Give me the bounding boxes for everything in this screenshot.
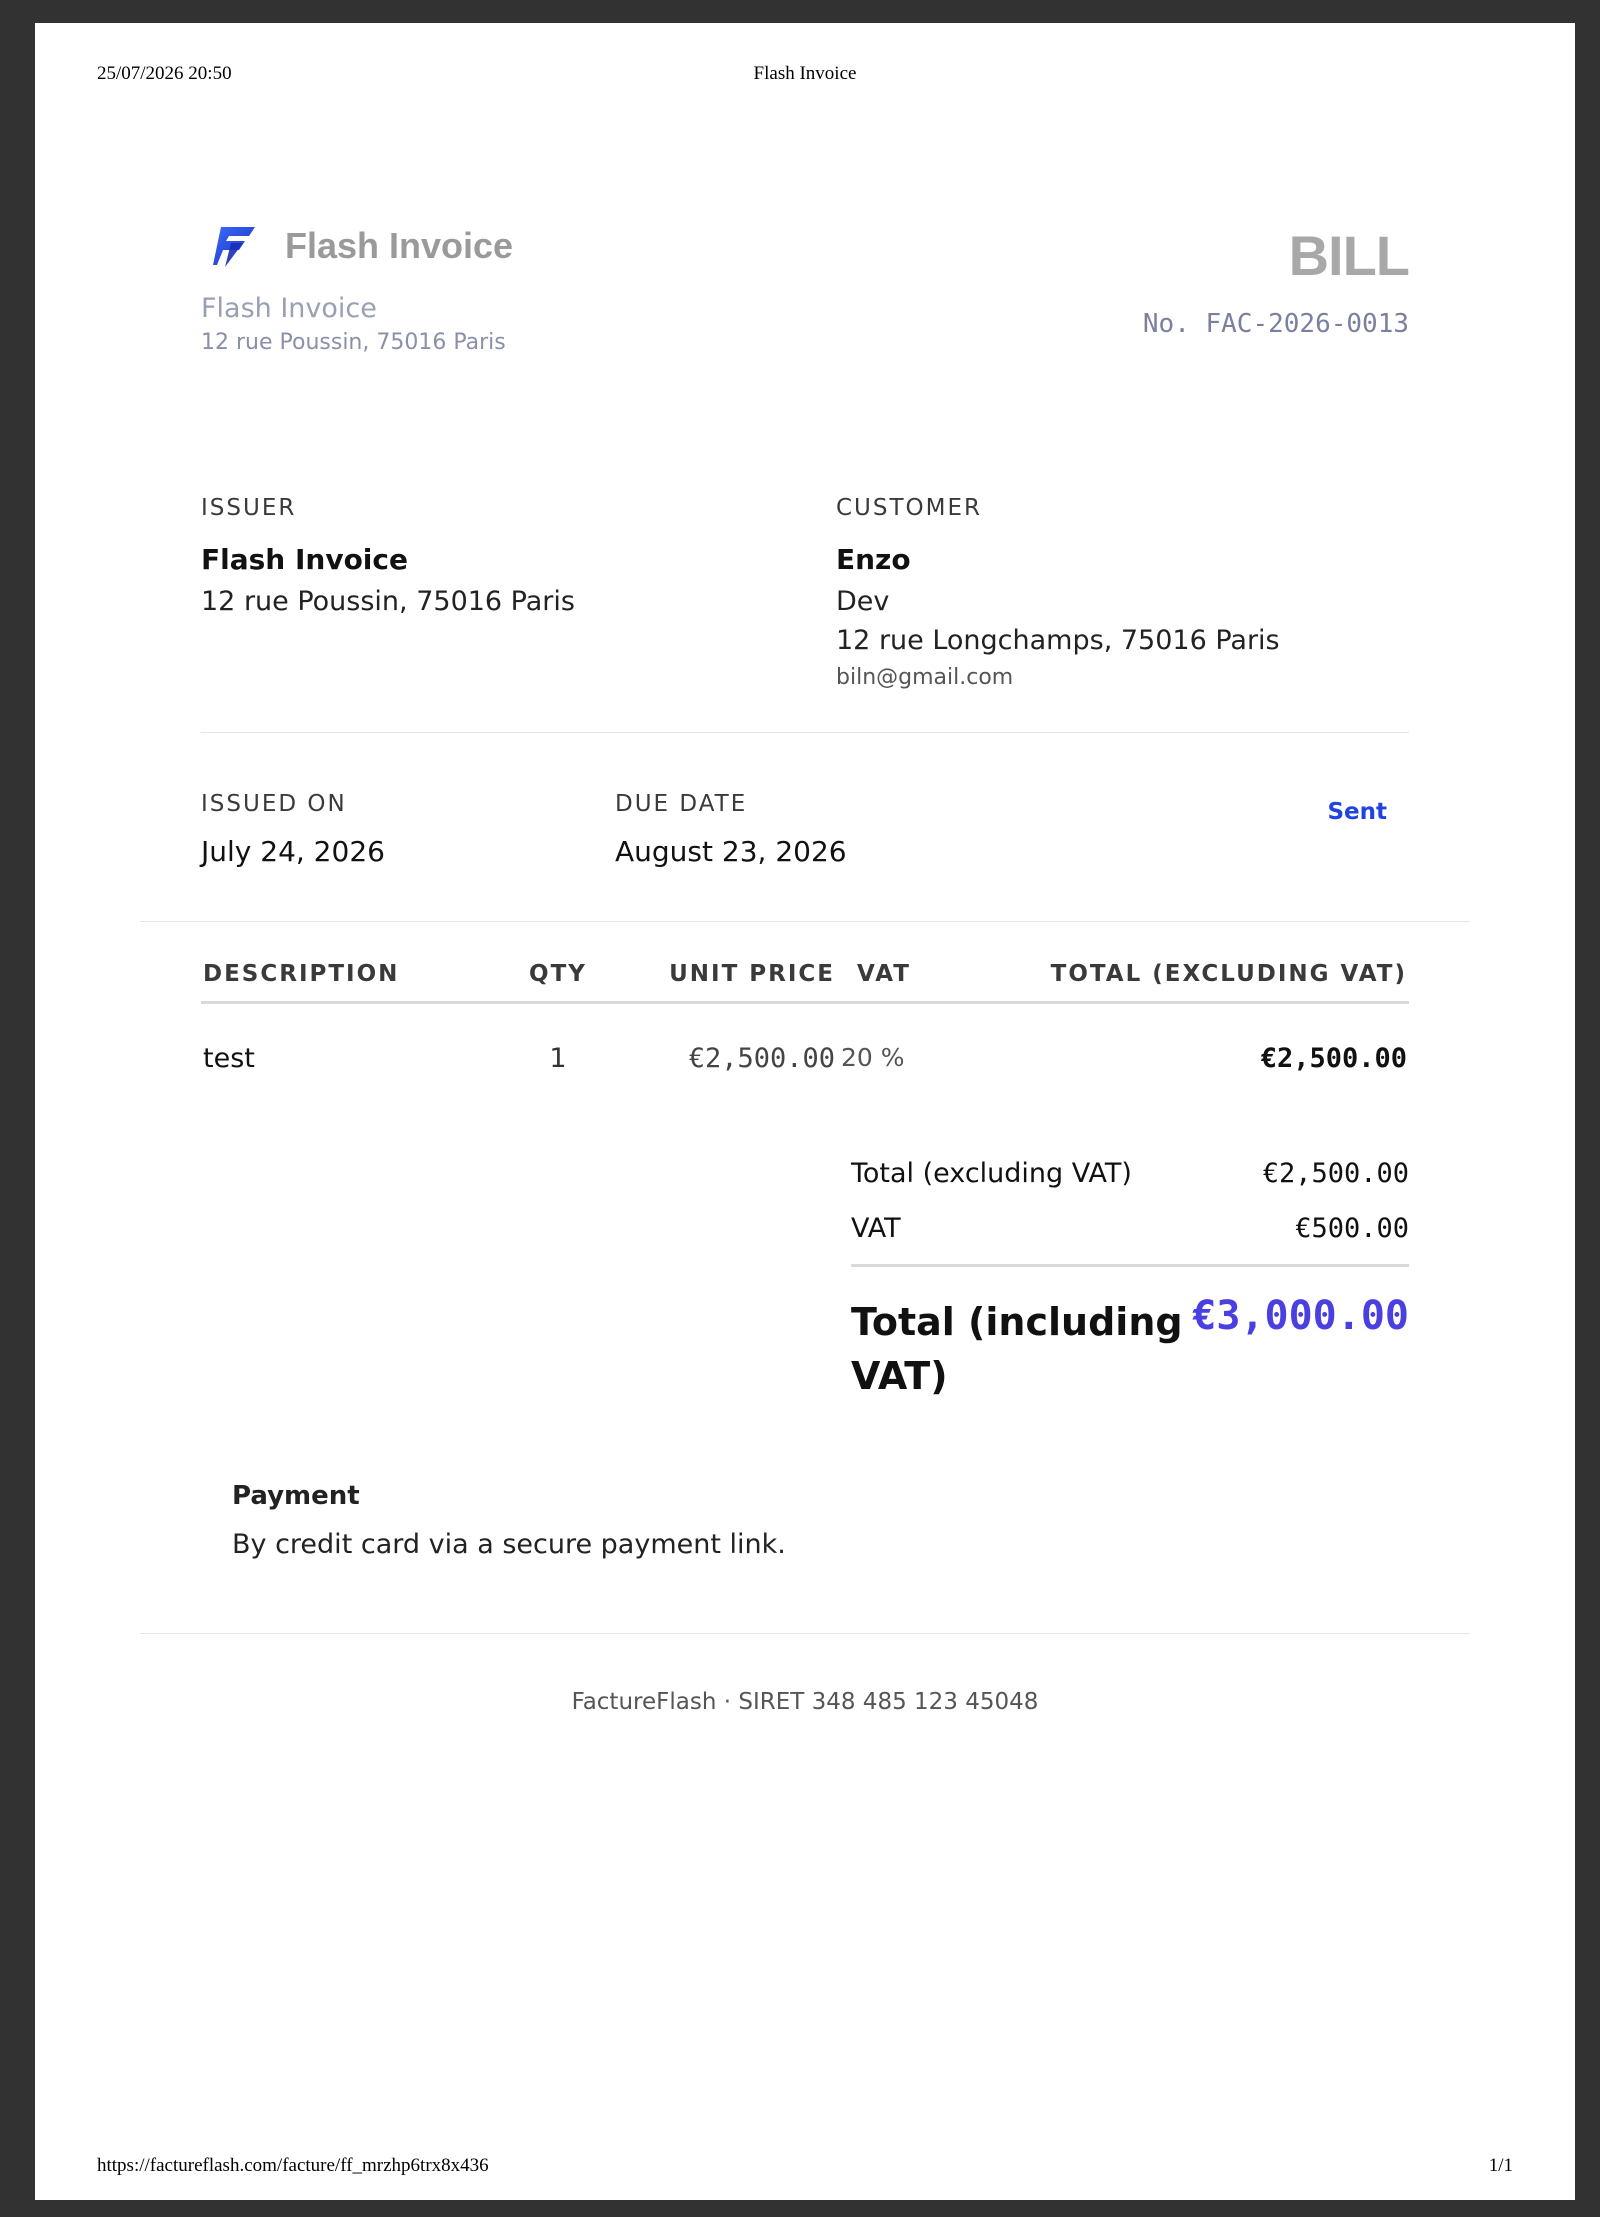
due-date-value: August 23, 2026 bbox=[615, 835, 847, 868]
issuer-address: 12 rue Poussin, 75016 Paris bbox=[201, 586, 575, 617]
table-row bbox=[35, 1043, 1575, 1083]
col-header-total: TOTAL (EXCLUDING VAT) bbox=[1050, 961, 1407, 987]
invoice-page bbox=[35, 23, 1575, 2200]
customer-email: biln@gmail.com bbox=[836, 665, 1014, 690]
totals-rule bbox=[851, 1264, 1409, 1267]
subtotal-value: €2,500.00 bbox=[1262, 1158, 1409, 1189]
print-title: Flash Invoice bbox=[753, 63, 857, 84]
col-header-qty: QTY bbox=[529, 961, 587, 987]
grand-total-label: Total (including VAT) bbox=[851, 1300, 1183, 1398]
footer-text: FactureFlash · SIRET 348 485 123 45048 bbox=[571, 1689, 1039, 1715]
issuer-label: ISSUER bbox=[201, 495, 297, 521]
cell-vat: 20 % bbox=[841, 1043, 905, 1072]
customer-company: Dev bbox=[836, 586, 890, 617]
grand-total-value: €3,000.00 bbox=[1192, 1293, 1409, 1339]
issued-on-label: ISSUED ON bbox=[201, 791, 347, 817]
due-date-label: DUE DATE bbox=[615, 791, 748, 817]
document-type: BILL bbox=[1288, 224, 1409, 287]
print-page-number: 1/1 bbox=[1488, 2155, 1513, 2176]
brand-address: 12 rue Poussin, 75016 Paris bbox=[201, 330, 506, 355]
customer-label: CUSTOMER bbox=[836, 495, 983, 521]
table-header-rule bbox=[201, 1001, 1409, 1004]
issued-on-value: July 24, 2026 bbox=[201, 835, 385, 868]
vat-label: VAT bbox=[851, 1213, 901, 1244]
cell-description: test bbox=[203, 1043, 255, 1074]
vat-value: €500.00 bbox=[1295, 1213, 1409, 1244]
customer-name: Enzo bbox=[836, 543, 911, 576]
subtotal-label: Total (excluding VAT) bbox=[851, 1158, 1132, 1189]
cell-total: €2,500.00 bbox=[1260, 1043, 1407, 1074]
brand-name: Flash Invoice bbox=[285, 225, 514, 266]
divider bbox=[201, 732, 1409, 733]
payment-text: By credit card via a secure payment link. bbox=[232, 1529, 786, 1560]
issuer-name: Flash Invoice bbox=[201, 543, 408, 576]
col-header-description: DESCRIPTION bbox=[203, 961, 400, 987]
lightning-f-logo-icon bbox=[211, 223, 261, 269]
col-header-unit-price: UNIT PRICE bbox=[669, 961, 835, 987]
col-header-vat: VAT bbox=[857, 961, 911, 987]
document-number: No. FAC-2026-0013 bbox=[1142, 309, 1409, 339]
status-badge: Sent bbox=[1327, 799, 1387, 825]
divider bbox=[140, 1633, 1470, 1634]
cell-qty: 1 bbox=[549, 1043, 567, 1074]
brand-company: Flash Invoice bbox=[201, 293, 377, 324]
divider bbox=[140, 921, 1470, 922]
print-url[interactable]: https://factureflash.com/facture/ff_mrzhp6trx8x436 bbox=[97, 2155, 489, 2176]
customer-address: 12 rue Longchamps, 75016 Paris bbox=[836, 625, 1280, 656]
print-datetime: 25/07/2026 20:50 bbox=[97, 63, 232, 84]
payment-title: Payment bbox=[232, 1481, 360, 1511]
cell-unit-price: €2,500.00 bbox=[688, 1043, 835, 1074]
